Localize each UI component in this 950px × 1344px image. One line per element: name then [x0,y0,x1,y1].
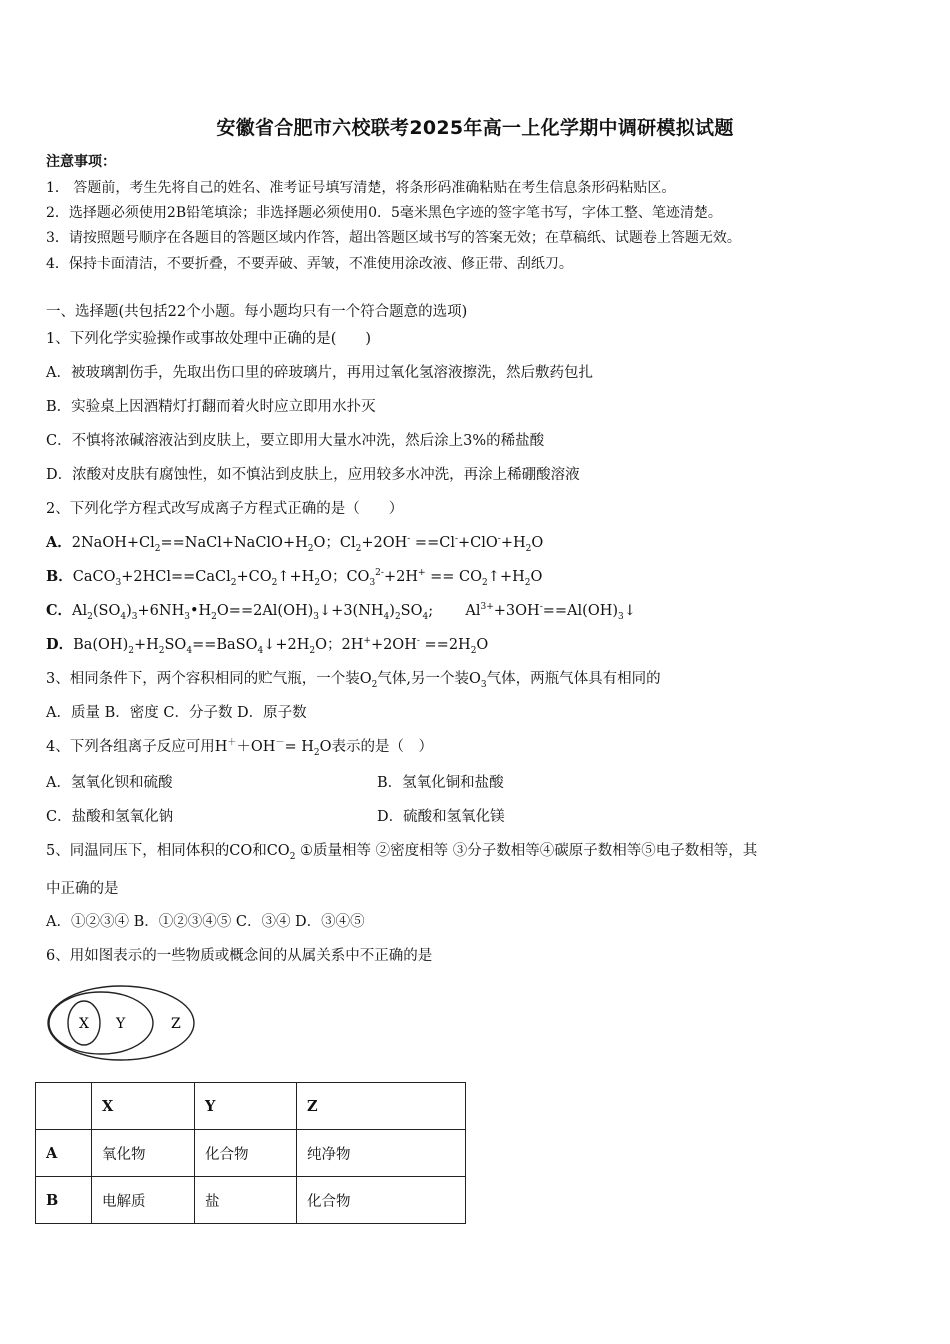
table-header-cell: Y [195,1083,297,1130]
ellipse-y [49,992,153,1054]
label-z: Z [171,1016,181,1032]
notice-item: 2．选择题必须使用2B铅笔填涂；非选择题必须使用0．5毫米黑色字迹的签字笔书写，字体工整、笔迹清楚。 [46,205,722,221]
question-2-stem: 2、下列化学方程式改写成离子方程式正确的是（ ） [46,501,404,517]
question-5-stem: 5、同温同压下，相同体积的CO和$CO_2$ ①质量相等 ②密度相等 ③分子数相等④碳原子数相等⑤电子数相等，其 [46,843,758,862]
table-row [36,1130,466,1177]
nested-ellipse-diagram [46,984,201,1064]
label-x: X [79,1016,89,1032]
question-2-option-d: D．$Ba(OH)_2+H_2SO_4==BaSO_4↓+2H_2O$；$2H^++2OH^- ==2H_2O$ [46,636,489,656]
question-4-option-d: D．硫酸和氢氧化镁 [377,809,505,825]
question-4-option-a: A．氢氧化钡和硫酸 [46,775,173,791]
notice-item: 4．保持卡面清洁，不要折叠，不要弄破、弄皱，不准使用涂改液、修正带、刮纸刀。 [46,256,573,272]
question-1-option-d: D．浓酸对皮肤有腐蚀性，如不慎沾到皮肤上，应用较多水冲洗，再涂上稀硼酸溶液 [46,467,580,483]
table-cell: A [36,1130,92,1177]
table-cell: 化合物 [195,1130,297,1177]
notice-item: 3．请按照题号顺序在各题目的答题区域内作答，超出答题区域书写的答案无效；在草稿纸、试题卷上答题无效。 [46,230,741,246]
question-5-stem-continued: 中正确的是 [46,881,119,897]
table-cell: 纯净物 [297,1130,466,1177]
question-4-stem: 4、下列各组离子反应可用$H^++OH^-= H_2O$表示的是（ ） [46,738,433,758]
table-cell: 化合物 [297,1177,466,1224]
table-header-cell [36,1083,92,1130]
question-3-stem: 3、相同条件下，两个容积相同的贮气瓶，一个装$O_2$气体,另一个装$O_3$气体，两瓶气体具有相同的 [46,671,661,690]
table-header-cell: Z [297,1083,466,1130]
table-cell: 盐 [195,1177,297,1224]
section-heading: 一、选择题(共包括22个小题。每小题均只有一个符合题意的选项) [46,304,468,320]
question-1-stem: 1、下列化学实验操作或事故处理中正确的是( ) [46,331,372,347]
notice-item: 1． 答题前，考生先将自己的姓名、准考证号填写清楚，将条形码准确粘贴在考生信息条形码粘贴区。 [46,180,676,196]
question-2-option-b: B．$CaCO_3+2HCl==CaCl_2+CO_2↑+H_2O$；$CO_3^{2-}+2H^+$ == $CO_2↑+H_2O$ [46,568,543,588]
question-5-options: A．①②③④ B．①②③④⑤ C．③④ D．③④⑤ [46,914,365,930]
table-header-row [36,1083,466,1130]
table-cell: 氧化物 [92,1130,195,1177]
notice-heading: 注意事项： [46,154,116,170]
question-2-option-c: C．$Al_2(SO_4)_3+6NH_3•H_2O==2Al(OH)_3↓+3(NH_4)_2SO_4$; $Al^{3+}+3OH^-==Al(OH)_3↓$ [46,602,636,622]
table-cell: B [36,1177,92,1224]
label-y: Y [116,1016,126,1032]
question-3-options: A．质量 B．密度 C．分子数 D．原子数 [46,705,307,721]
question-1-option-a: A．被玻璃割伤手，先取出伤口里的碎玻璃片，再用过氧化氢溶液擦洗，然后敷药包扎 [46,365,593,381]
question-6-stem: 6、用如图表示的一些物质或概念间的从属关系中不正确的是 [46,948,433,964]
question-4-option-c: C．盐酸和氢氧化钠 [46,809,174,825]
question-1-option-c: C．不慎将浓碱溶液沾到皮肤上，要立即用大量水冲洗，然后涂上3%的稀盐酸 [46,433,545,449]
question-1-option-b: B．实验桌上因酒精灯打翻而着火时应立即用水扑灭 [46,399,376,415]
question-2-option-a: A．$2NaOH+Cl_2==NaCl+NaClO+H_2O$；$Cl_2+2OH^- ==Cl^-+ClO^-+H_2O$ [46,534,544,554]
page-title: 安徽省合肥市六校联考2025年高一上化学期中调研模拟试题 [216,117,734,139]
table-header-cell: X [92,1083,195,1130]
table-row [36,1177,466,1224]
question-4-option-b: B．氢氧化铜和盐酸 [377,775,504,791]
question-6-table [35,1082,466,1224]
table-cell: 电解质 [92,1177,195,1224]
